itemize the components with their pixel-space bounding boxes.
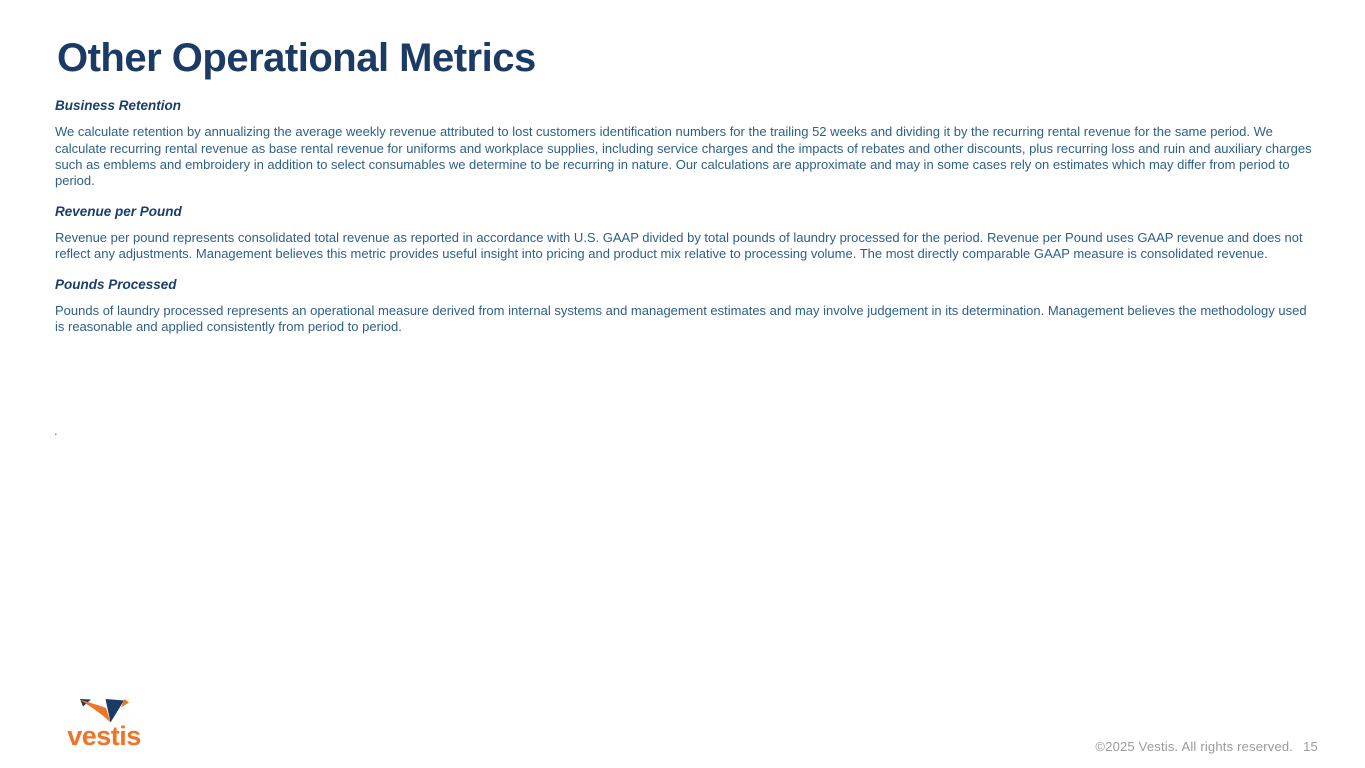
vestis-logo-wordmark: vestis xyxy=(67,721,141,751)
page-number: 15 xyxy=(1303,739,1318,754)
section-body-pounds-processed: Pounds of laundry processed represents an operational measure derived from internal systems and management estimates and may involve judgement in its determination. Management believes the methodology used is reasonable and applied consistently from period to period. xyxy=(55,303,1307,335)
copyright-text: ©2025 Vestis. All rights reserved. xyxy=(1095,739,1294,754)
stray-period-mark: . xyxy=(54,423,58,438)
section-heading-pounds-processed: Pounds Processed xyxy=(55,276,177,292)
section-heading-revenue-per-pound: Revenue per Pound xyxy=(55,203,182,219)
slide-content xyxy=(55,36,1313,336)
section-heading-business-retention: Business Retention xyxy=(55,98,182,113)
section-body-business-retention: We calculate retention by annualizing the average weekly revenue attributed to lost customers identification numbers for the trailing 52 weeks and dividing it by the recurring rental revenue for the same period. We calculate recurring rental revenue as base rental revenue for uniforms and workplace supplies, including service charges and the impacts of rebates and other discounts, plus recurring loss and ruin and auxiliary charges such as emblems and embroidery in addition to select consumables we determine to be recurring in nature. Our calculations are approximate and may in some cases rely on estimates which may differ from period to period. xyxy=(55,124,1312,189)
section-body-revenue-per-pound: Revenue per pound represents consolidated total revenue as reported in accordance with U.S. GAAP divided by total pounds of laundry processed for the period. Revenue per Pound uses GAAP revenue and does not reflect any adjustments. Management believes this metric provides useful insight into pricing and product mix relative to processing volume. The most directly comparable GAAP measure is consolidated revenue. xyxy=(55,230,1303,262)
slide-footer xyxy=(1095,739,1318,754)
vestis-logo xyxy=(63,699,145,751)
page-title: Other Operational Metrics xyxy=(57,36,536,80)
